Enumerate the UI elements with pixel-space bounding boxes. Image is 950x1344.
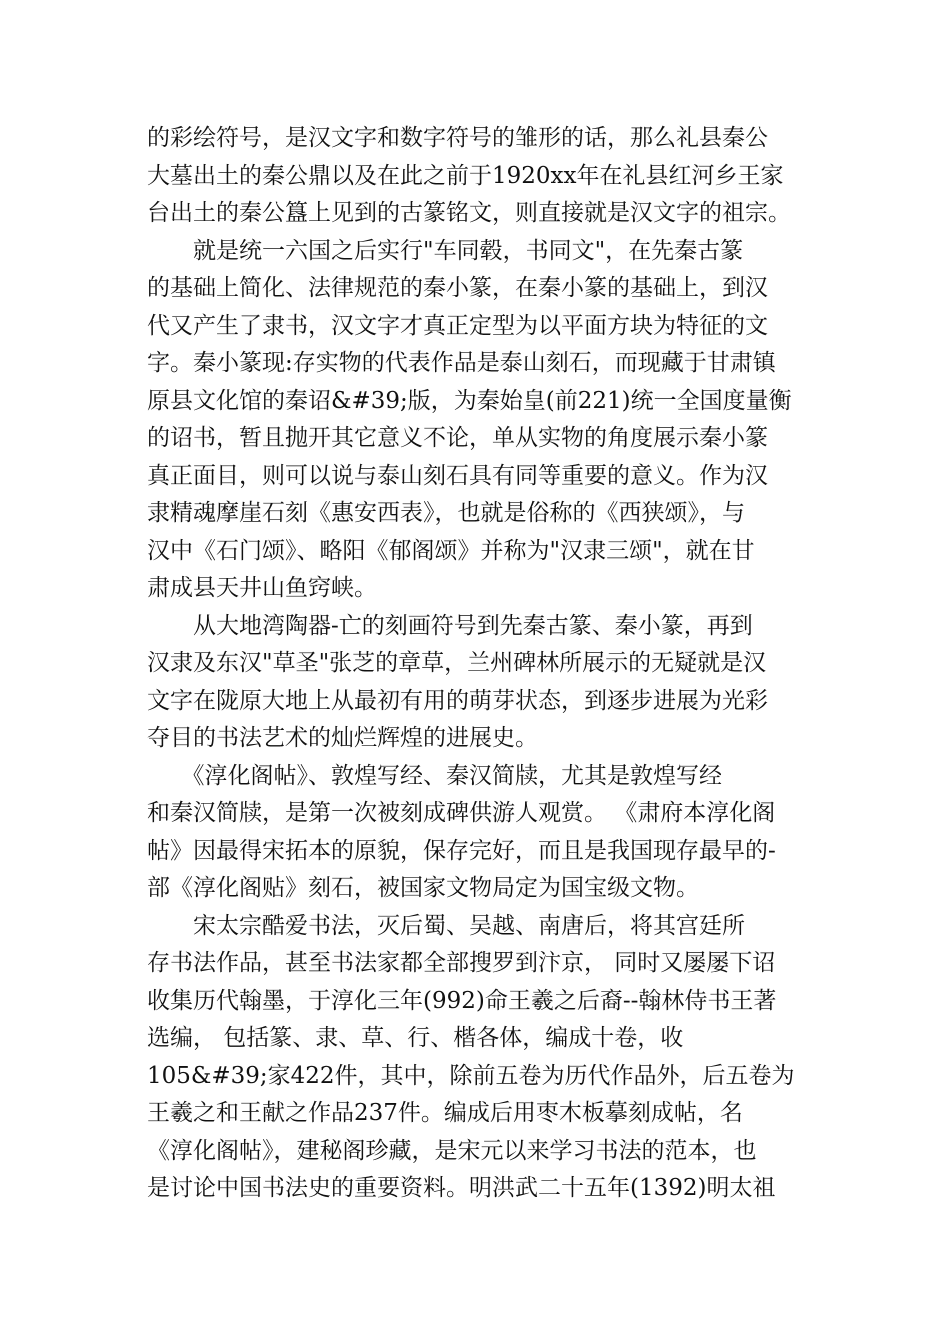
text-line: 帖》因最得宋拓本的原貌，保存完好，而且是我国现存最早的- <box>147 837 776 864</box>
text-line: 夺目的书法艺术的灿烂辉煌的进展史。 <box>147 725 538 751</box>
text-line: 从大地湾陶器-亡的刻画符号到先秦古篆、秦小篆，再到 <box>147 612 753 639</box>
text-line: 大墓出土的秦公鼎以及在此之前于1920xx年在礼县红河乡王家 <box>147 162 784 189</box>
paragraph-3 <box>147 608 807 758</box>
text-line: 存书法作品，甚至书法家都全部搜罗到汴京， 同时又屡屡下诏 <box>147 950 776 976</box>
text-line: 收集历代翰墨，于淳化三年(992)命王羲之后裔--翰林侍书王著 <box>147 987 777 1014</box>
paragraph-5 <box>147 908 807 1208</box>
text-line: 选编， 包括篆、隶、草、行、楷各体，编成十卷，收 <box>147 1025 684 1051</box>
text-line: 真正面目，则可以说与泰山刻石具有同等重要的意义。作为汉 <box>147 462 768 489</box>
text-line: 的彩绘符号，是汉文字和数字符号的雏形的话，那么礼县秦公 <box>147 125 768 151</box>
text-line: 字。秦小篆现:存实物的代表作品是泰山刻石，而现藏于甘肃镇 <box>147 350 776 376</box>
text-line: 代又产生了隶书，汉文字才真正定型为以平面方块为特征的文 <box>147 312 768 339</box>
text-line: 105&#39;家422件，其中，除前五卷为历代作品外，后五卷为 <box>147 1062 795 1089</box>
text-line: 汉中《石门颂》、略阳《郁阁颂》并称为"汉隶三颂"，就在甘 <box>147 537 755 564</box>
text-line: 部《淳化阁贴》刻石，被国家文物局定为国宝级文物。 <box>147 875 699 901</box>
text-line: 的基础上简化、法律规范的秦小篆，在秦小篆的基础上，到汉 <box>147 275 768 301</box>
paragraph-2 <box>147 233 807 608</box>
document-body <box>147 120 807 1208</box>
text-line: 王羲之和王献之作品237件。编成后用枣木板摹刻成帖，名 <box>147 1100 743 1126</box>
text-line: 汉隶及东汉"草圣"张芝的章草，兰州碑林所展示的无疑就是汉 <box>147 650 767 676</box>
text-line: 《淳化阁帖》、敦煌写经、秦汉简牍，尤其是敦煌写经 <box>147 762 722 789</box>
text-line: 台出土的秦公簋上见到的古篆铭文，则直接就是汉文字的祖宗。 <box>147 200 791 226</box>
text-line: 就是统一六国之后实行"车同毂，书同文"，在先秦古篆 <box>147 237 744 264</box>
text-line: 是讨论中国书法史的重要资料。明洪武二十五年(1392)明太祖 <box>147 1175 776 1201</box>
paragraph-4 <box>147 758 807 908</box>
paragraph-1 <box>147 120 807 233</box>
text-line: 肃成县天井山鱼窍峡。 <box>147 575 377 601</box>
text-line: 《淳化阁帖》，建秘阁珍藏，是宋元以来学习书法的范本，也 <box>147 1137 757 1164</box>
text-line: 文字在陇原大地上从最初有用的萌芽状态，到逐步进展为光彩 <box>147 687 768 714</box>
text-line: 隶精魂摩崖石刻《惠安西表》，也就是俗称的《西狭颂》，与 <box>147 500 745 526</box>
text-line: 的诏书，暂且抛开其它意义不论，单从实物的角度展示秦小篆 <box>147 425 768 451</box>
text-line: 宋太宗酷爱书法，灭后蜀、吴越、南唐后，将其宫廷所 <box>147 912 745 939</box>
text-line: 和秦汉简牍，是第一次被刻成碑供游人观赏。 《肃府本淳化阁 <box>147 800 776 826</box>
text-line: 原县文化馆的秦诏&#39;版，为秦始皇(前221)统一全国度量衡 <box>147 387 792 414</box>
